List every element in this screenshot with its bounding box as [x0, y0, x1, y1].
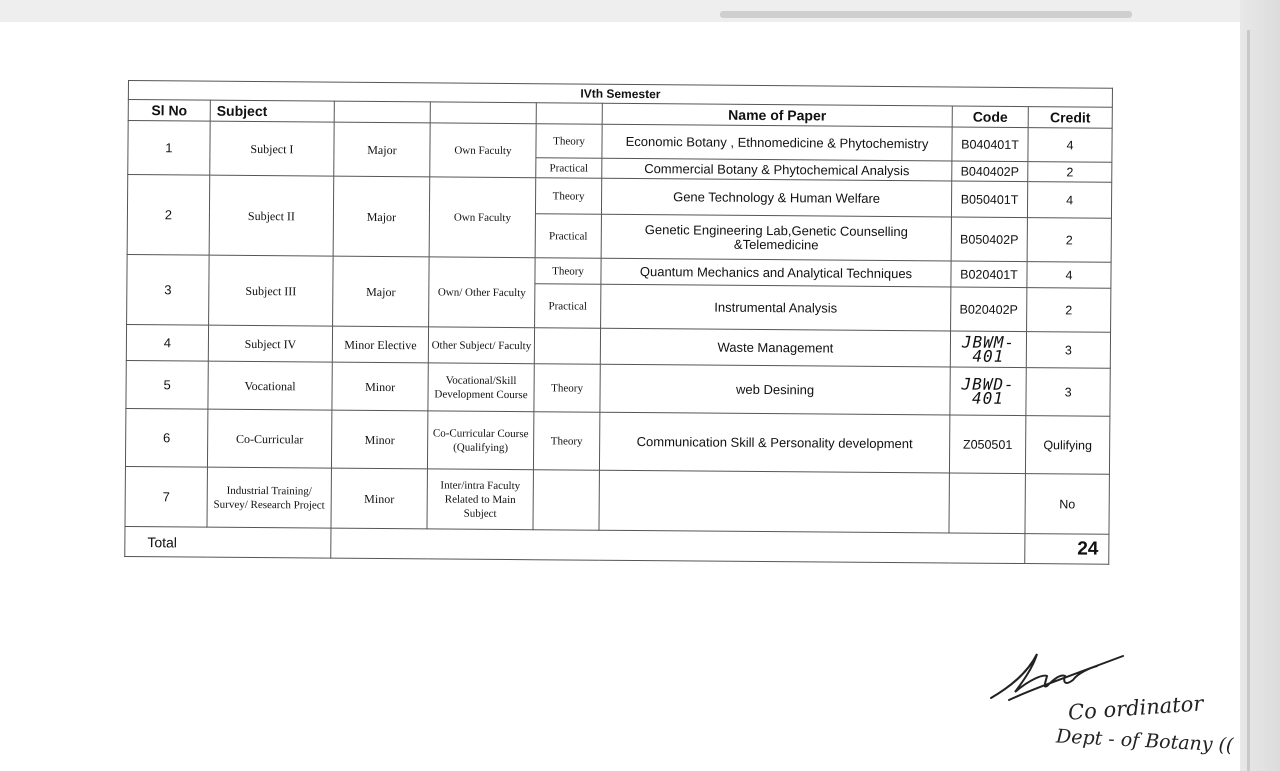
paper-code: JBWM-401 [950, 331, 1026, 368]
sl-no: 3 [127, 254, 210, 325]
paper-name: Genetic Engineering Lab,Genetic Counselling &Telemedicine [601, 214, 951, 261]
type-cell: Minor Elective [332, 326, 428, 363]
sl-no: 6 [125, 408, 207, 467]
paper-kind [533, 470, 599, 531]
paper-code: B040402P [952, 161, 1028, 182]
paper-kind: Theory [535, 258, 601, 285]
paper-kind: Theory [535, 178, 601, 215]
paper-credit: 2 [1028, 162, 1112, 183]
type-cell: Minor [332, 362, 428, 411]
subject-cell: Subject II [209, 175, 334, 256]
type-cell: Minor [331, 410, 427, 469]
faculty-cell: Co-Curricular Course (Qualifying) [427, 411, 533, 470]
paper-kind: Theory [534, 364, 600, 413]
paper-name: Instrumental Analysis [601, 284, 951, 331]
paper-credit: No [1025, 474, 1110, 535]
total-label: Total [125, 526, 331, 558]
page-edge-line [1247, 30, 1250, 771]
sl-no: 1 [128, 121, 210, 176]
sl-no: 5 [126, 360, 208, 409]
total-value: 24 [1025, 534, 1109, 565]
header-name-of-paper: Name of Paper [602, 103, 952, 127]
paper-code: JBWD-401 [950, 367, 1026, 416]
paper-name: web Desining [600, 364, 950, 415]
paper-kind: Practical [535, 214, 601, 259]
subject-cell: Subject IV [208, 325, 332, 362]
subject-cell: Industrial Training/ Survey/ Research Project [207, 467, 331, 528]
semester-table [124, 80, 1113, 565]
type-cell: Minor [331, 468, 427, 529]
paper-code: B040401T [952, 127, 1028, 162]
subject-cell: Subject I [210, 121, 334, 176]
paper-credit: Qulifying [1025, 416, 1109, 475]
table-row [128, 121, 1112, 163]
faculty-cell: Own Faculty [429, 177, 536, 258]
scroll-indicator [720, 11, 1132, 18]
subject-cell: Subject III [209, 255, 334, 326]
paper-name: Quantum Mechanics and Analytical Techniques [601, 258, 951, 287]
table-row [127, 175, 1111, 219]
paper-kind: Practical [536, 158, 602, 179]
type-cell: Major [333, 176, 430, 257]
faculty-cell: Own Faculty [430, 123, 536, 178]
paper-name: Economic Botany , Ethnomedicine & Phytochemistry [602, 124, 952, 161]
header-credit: Credit [1028, 107, 1112, 129]
paper-code: B020401T [951, 261, 1027, 288]
table-row [125, 466, 1109, 534]
paper-code [949, 473, 1025, 534]
paper-code: B020402P [951, 287, 1027, 332]
paper-kind: Theory [533, 412, 599, 471]
faculty-cell: Inter/intra Faculty Related to Main Subject [427, 469, 533, 530]
paper-code: B050402P [951, 217, 1027, 262]
signature-title: Co ordinator [1067, 691, 1205, 725]
table-row [125, 408, 1109, 474]
paper-code: Z050501 [949, 415, 1025, 474]
paper-name: Waste Management [600, 328, 950, 367]
paper-credit: 3 [1026, 332, 1110, 369]
paper-credit: 3 [1026, 368, 1110, 417]
faculty-cell: Vocational/Skill Development Course [428, 363, 534, 412]
paper-kind: Practical [535, 284, 601, 329]
paper-credit: 4 [1027, 182, 1111, 219]
paper-kind: Theory [536, 124, 602, 159]
signature-dept: Dept - of Botany (( [1055, 725, 1234, 757]
type-cell: Major [334, 122, 430, 177]
paper-credit: 2 [1027, 218, 1111, 263]
type-cell: Major [333, 256, 430, 327]
semester-title: IVth Semester [128, 81, 1112, 108]
header-subject: Subject [210, 100, 334, 122]
subject-cell: Co-Curricular [207, 409, 331, 468]
paper-name: Communication Skill & Personality development [599, 412, 949, 473]
sl-no: 2 [127, 175, 210, 256]
paper-kind [534, 328, 600, 365]
faculty-cell: Own/ Other Faculty [429, 257, 536, 328]
page-edge [1240, 0, 1280, 771]
sl-no: 4 [126, 324, 208, 361]
table-row [126, 360, 1110, 416]
header-code: Code [952, 106, 1028, 128]
paper-credit: 4 [1028, 128, 1112, 163]
faculty-cell: Other Subject/ Faculty [428, 327, 534, 364]
paper-name: Gene Technology & Human Welfare [601, 178, 951, 217]
paper-name [599, 470, 949, 533]
paper-credit: 4 [1027, 262, 1111, 289]
sl-no: 7 [125, 466, 207, 527]
header-sl-no: Sl No [128, 100, 210, 122]
paper-credit: 2 [1027, 288, 1111, 333]
paper-code: B050401T [951, 181, 1027, 218]
paper-name: Commercial Botany & Phytochemical Analysis [602, 158, 952, 181]
subject-cell: Vocational [208, 361, 332, 410]
